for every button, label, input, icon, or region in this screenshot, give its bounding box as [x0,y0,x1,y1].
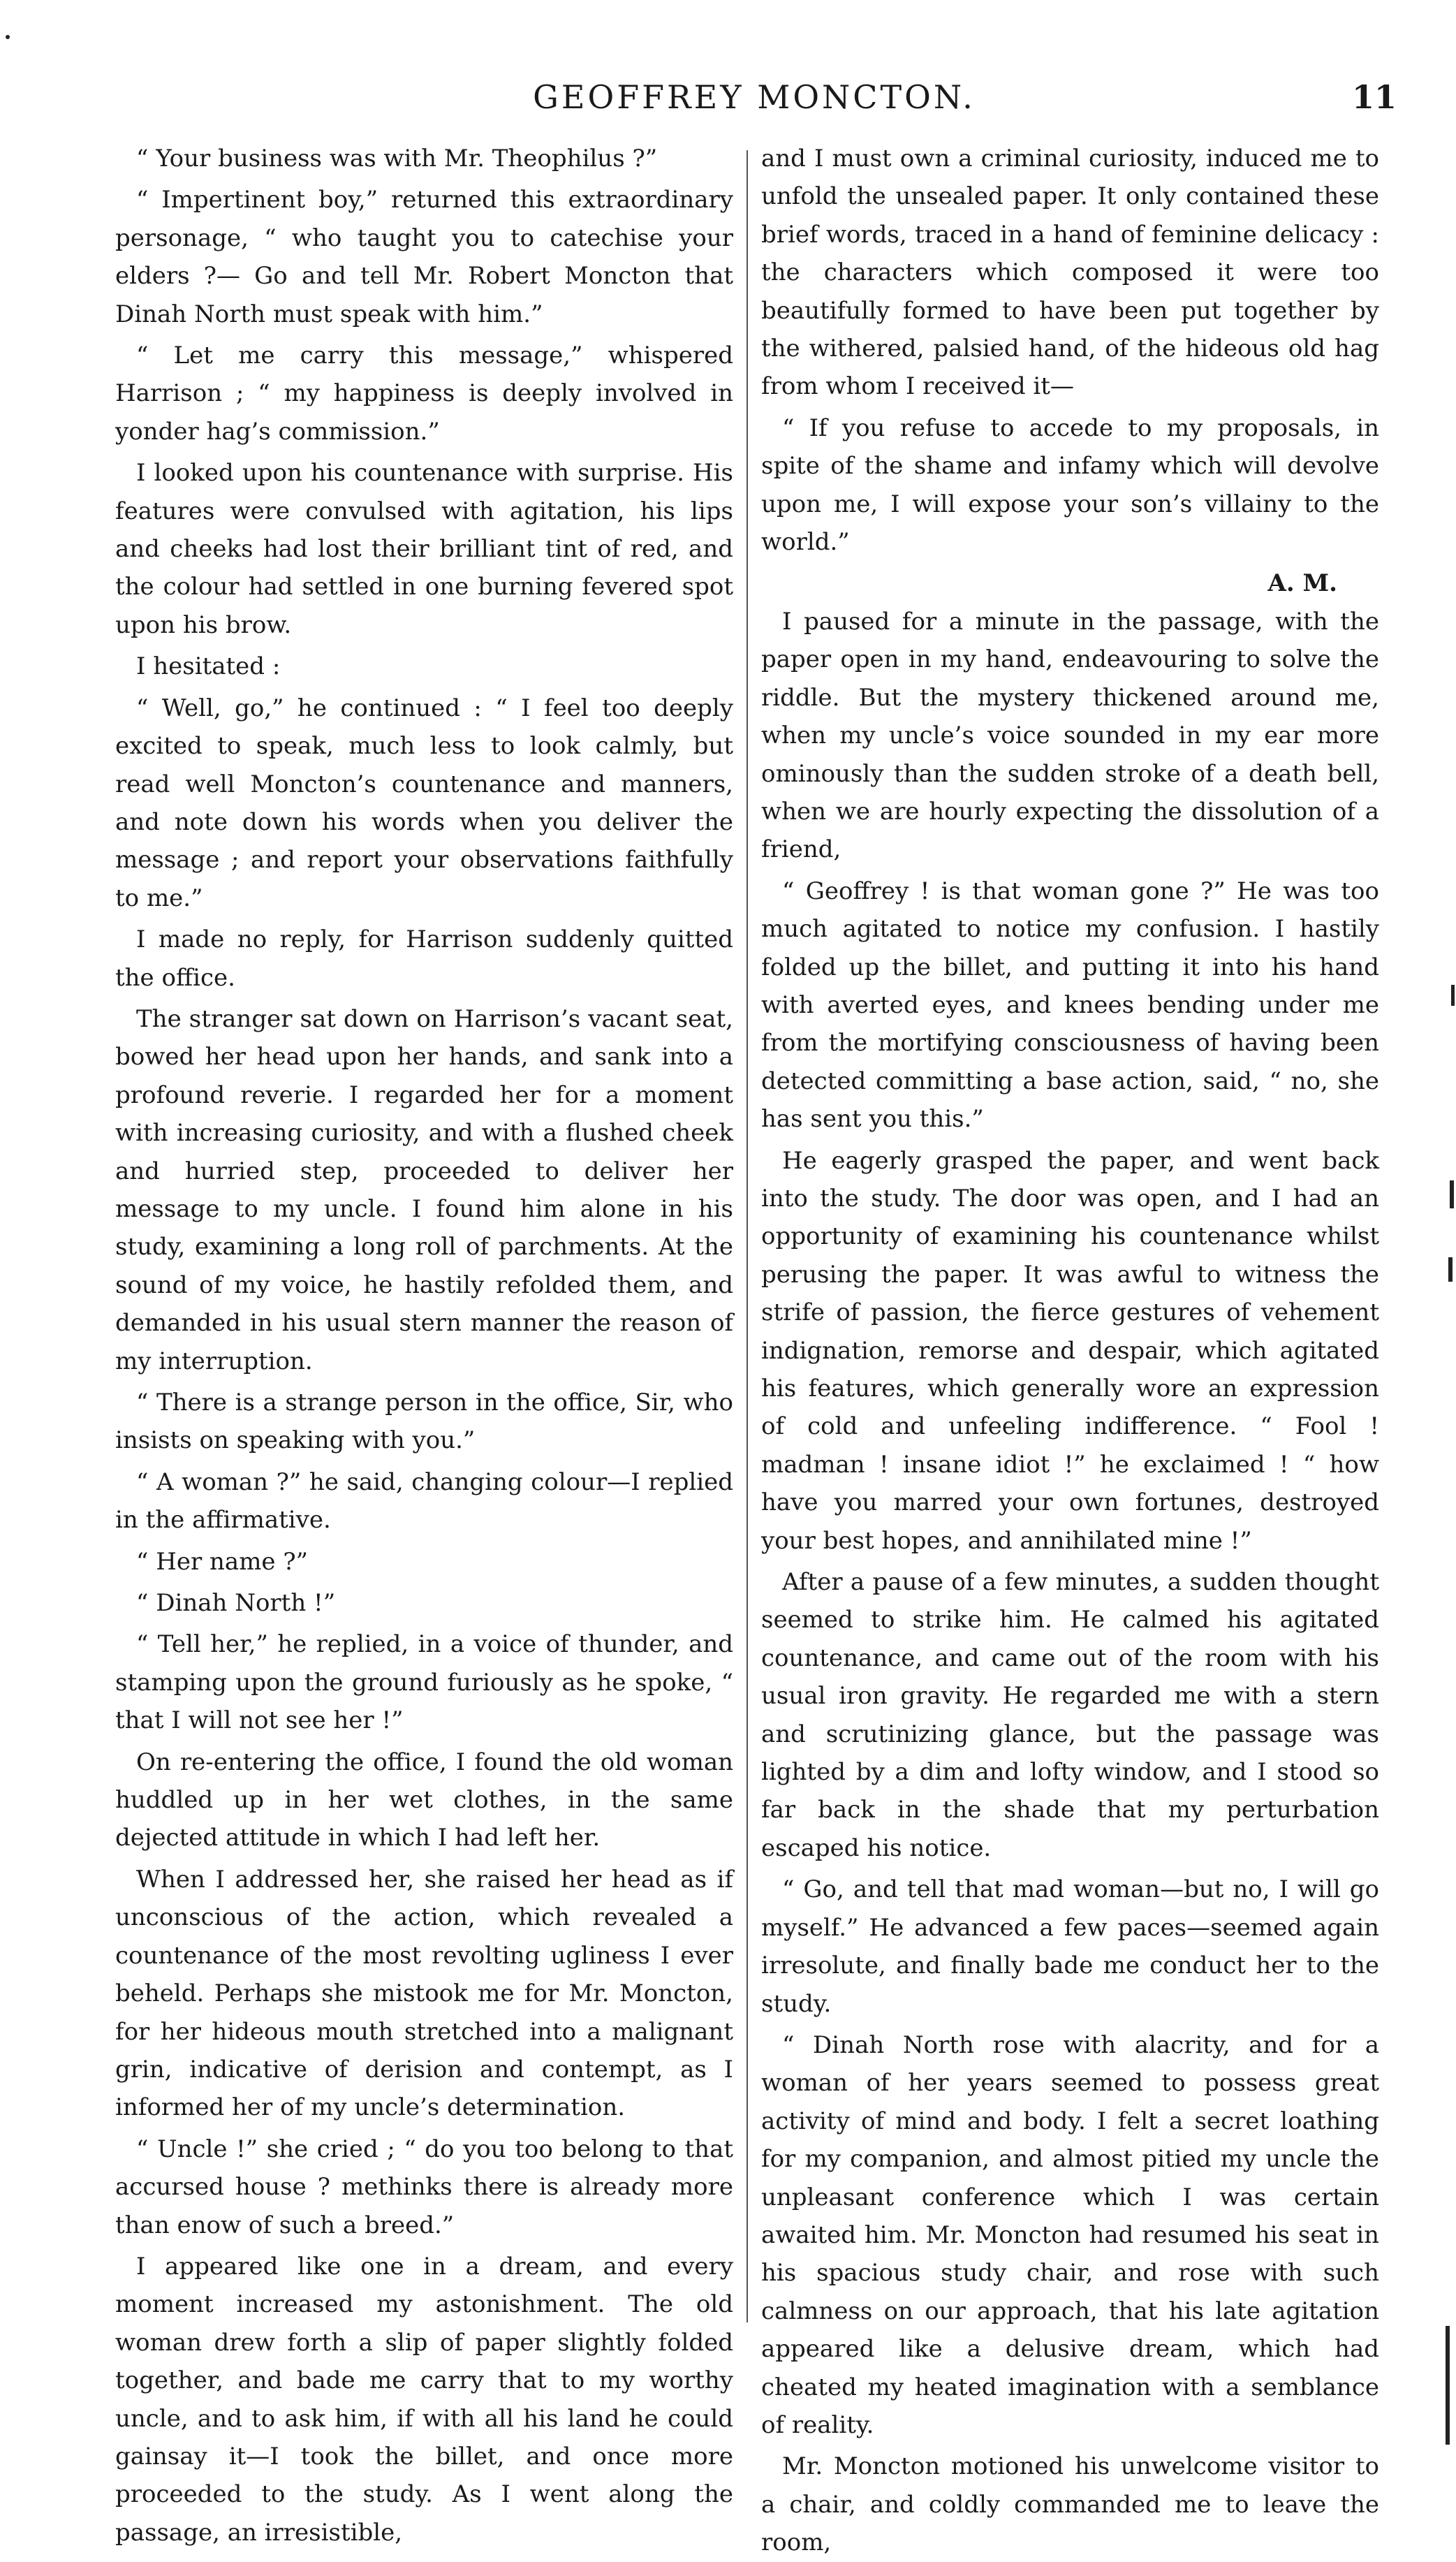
note-signature: A. M. [1267,569,1337,598]
scan-edge-mark [1451,985,1455,1006]
paragraph: I appeared like one in a dream, and every moment increased my astonishment. The old woman drew forth a slip of paper slightly folded together, and bade me carry that to my worthy uncle, and to ask him, if with all his land he could gainsay it—I took the billet, and once more proceeded to the study. As I went along the passage, an irresistible, [115,2252,733,2547]
paragraph: I made no reply, for Harrison suddenly quitted the office. [115,925,733,992]
paragraph: I looked upon his countenance with surprise. His features were convulsed with agitation, his lips and cheeks had lost their brilliant tint of red, and the colour had settled in one burning fevered spot upon his brow. [115,459,733,639]
scan-edge-mark [1448,1257,1453,1282]
paragraph: He eagerly grasped the paper, and went back into the study. The door was open, and I had an opportunity of examining his countenance whilst perusing the paper. It was awful to witness the strife of passion, the fierce gestures of vehement indignation, remorse and despair, which agitated his features, which generally wore an expression of cold and unfeeling indifference. “ Fool ! madman ! insane idiot !” he exclaimed ! “ how have you marred your own fortunes, destroyed your best hopes, and annihilated mine !” [761,1146,1379,1555]
paragraph: “ Tell her,” he replied, in a voice of thunder, and stamping upon the ground furiously as he spoke, “ that I will not see her !” [115,1630,733,1735]
paragraph: “ Well, go,” he continued : “ I feel too deeply excited to speak, much less to look calmly, but read well Moncton’s countenance and manners, and note down his words when you deliver the message ; and report your observations faithfully to me.” [115,694,733,912]
paragraph: “ Geoffrey ! is that woman gone ?” He was too much agitated to notice my confusion. I hastily folded up the billet, and putting it into his hand with averted eyes, and knees bending under me from the mortifying consciousness of having been detected committing a base action, said, “ no, she has sent you this.” [761,877,1379,1134]
paragraph: “ Dinah North rose with alacrity, and for a woman of her years seemed to possess great activity of mind and body. I felt a secret loathing for my companion, and almost pitied my uncle the unpleasant conference which I was certain awaited him. Mr. Moncton had resumed his seat in his spacious study chair, and rose with such calmness on our approach, that his late agitation appeared like a delusive dream, which had cheated my heated imagination with a semblance of reality. [761,2030,1379,2439]
page-number: 11 [1351,78,1397,116]
paragraph: On re-entering the office, I found the old woman huddled up in her wet clothes, in the same dejected attitude in which I had left her. [115,1748,733,1852]
right-text-column [761,140,1379,2557]
paragraph: “ There is a strange person in the office, Sir, who insists on speaking with you.” [115,1389,733,1455]
paragraph: When I addressed her, she raised her head as if unconscious of the action, which revealed a countenance of the most revolting ugliness I ever beheld. Perhaps she mistook me for Mr. Moncton, for her hideous mouth stretched into a malignant grin, indicative of derision and contempt, as I informed her of my uncle’s determination. [115,1865,733,2122]
paragraph: “ Dinah North !” [136,1589,336,1618]
paragraph: “ Your business was with Mr. Theophilus ?” [136,145,658,173]
paragraph: I paused for a minute in the passage, with the paper open in my hand, endeavouring to solve the riddle. But the mystery thickened around me, when my uncle’s voice sounded in my ear more ominously than the sudden stroke of a death bell, when we are hourly expecting the dissolution of a friend, [761,607,1379,864]
quoted-note: “ If you refuse to accede to my proposals, in spite of the shame and infamy which will devolve upon me, I will expose your son’s villainy to the world.” [761,413,1379,557]
paragraph: “ Her name ?” [136,1547,308,1576]
page-header [112,78,1397,127]
paragraph: “ Impertinent boy,” returned this extraordinary personage, “ who taught you to catechise your elders ?— Go and tell Mr. Robert Moncton that Dinah North must speak with him.” [115,186,733,328]
paragraph: I hesitated : [136,652,281,681]
paragraph: “ A woman ?” he said, changing colour—I replied in the affirmative. [115,1467,733,1535]
paragraph: and I must own a criminal curiosity, induced me to unfold the unsealed paper. It only contained these brief words, traced in a hand of feminine delicacy : the characters which composed it were too beautifully formed to have been put together by the withered, palsied hand, of the hideous old hag from whom I received it— [761,145,1379,401]
left-text-column [115,140,733,2547]
paragraph: After a pause of a few minutes, a sudden thought seemed to strike him. He calmed his agitated countenance, and came out of the room with his usual iron gravity. He regarded me with a stern and scrutinizing glance, but the passage was lighted by a dim and lofty window, and I stood so far back in the shade that my perturbation escaped his notice. [761,1568,1379,1862]
paragraph: The stranger sat down on Harrison’s vacant seat, bowed her head upon her hands, and sank into a profound reverie. I regarded her for a moment with increasing curiosity, and with a flushed cheek and hurried step, proceeded to deliver her message to my uncle. I found him alone in his study, examining a long roll of parchments. At the sound of my voice, he hastily refolded them, and demanded in his usual stern manner the reason of my interruption. [115,1004,733,1375]
paragraph: “ Uncle !” she cried ; “ do you too belong to that accursed house ? methinks there is already more than enow of such a breed.” [115,2135,733,2239]
paragraph: “ Go, and tell that mad woman—but no, I will go myself.” He advanced a few paces—seemed again irresolute, and finally bade me conduct her to the study. [761,1875,1379,2018]
paragraph: Mr. Moncton motioned his unwelcome visitor to a chair, and coldly commanded me to leave the room, [761,2452,1379,2557]
column-divider [747,150,748,2322]
scan-edge-mark [1446,2326,1450,2445]
paragraph: “ Let me carry this message,” whispered Harrison ; “ my happiness is deeply involved in yonder hag’s commission.” [115,342,733,446]
running-title: GEOFFREY MONCTON. [533,78,976,116]
scan-edge-mark [1450,1180,1454,1208]
scan-edge-mark [6,35,10,39]
